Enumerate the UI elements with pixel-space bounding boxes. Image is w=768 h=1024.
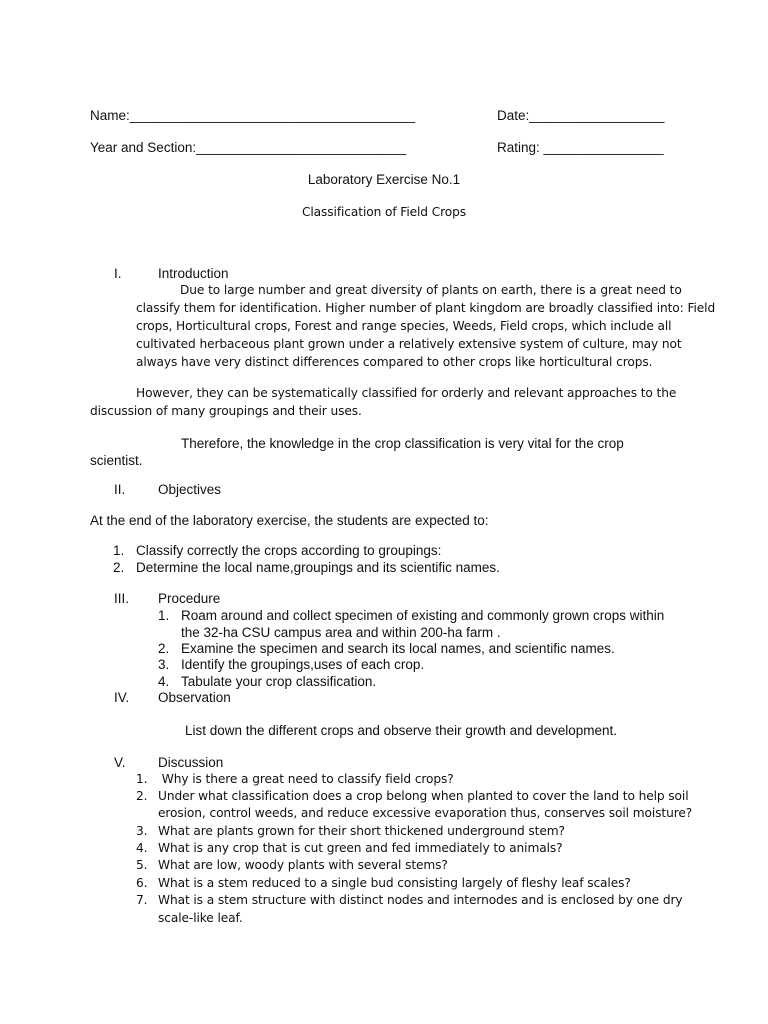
objectives-item-number: 2. — [113, 560, 125, 575]
discussion-numeral: V. — [114, 755, 126, 770]
discussion-item-number: 7. — [136, 893, 148, 907]
discussion-item-text: erosion, control weeds, and reduce excessive evaporation thus, conserves soil moisture? — [158, 806, 693, 820]
procedure-item-number: 4. — [158, 674, 170, 689]
discussion-item-number: 4. — [136, 841, 148, 855]
intro-heading: Introduction — [158, 266, 229, 281]
discussion-item-text: Why is there a great need to classify field crops? — [158, 772, 454, 786]
intro-p1-line: classify them for identification. Higher number of plant kingdom are broadly classified into: Field — [136, 301, 716, 315]
objectives-heading: Objectives — [158, 482, 222, 497]
procedure-item-text: Tabulate your crop classification. — [181, 674, 377, 689]
discussion-item-text: scale-like leaf. — [158, 911, 243, 925]
discussion-item-text: What are low, woody plants with several stems? — [158, 858, 448, 872]
discussion-item-number: 3. — [136, 824, 148, 838]
procedure-item-number: 1. — [158, 608, 170, 623]
name-field: Name:______________________________________ — [90, 108, 416, 123]
procedure-item-number: 3. — [158, 657, 170, 672]
procedure-item-text: Identify the groupings,uses of each crop. — [181, 657, 425, 672]
intro-p2-line: However, they can be systematically classified for orderly and relevant approaches to the — [136, 386, 677, 400]
discussion-item-text: What is a stem reduced to a single bud consisting largely of fleshy leaf scales? — [158, 876, 631, 890]
page-subtitle: Classification of Field Crops — [301, 205, 467, 219]
intro-p1-line: always have very distinct differences compared to other crops like horticultural crops. — [136, 355, 653, 369]
discussion-item-text: Under what classification does a crop belong when planted to cover the land to help soil — [158, 789, 689, 803]
objectives-lead: At the end of the laboratory exercise, the students are expected to: — [90, 513, 489, 528]
intro-p2-line: discussion of many groupings and their uses. — [90, 404, 362, 418]
objectives-numeral: II. — [114, 482, 126, 497]
discussion-item-number: 6. — [136, 876, 148, 890]
procedure-item-text: the 32-ha CSU campus area and within 200-ha farm . — [181, 625, 501, 640]
date-field: Date:__________________ — [497, 108, 665, 123]
observation-text: List down the different crops and observe their growth and development. — [185, 723, 618, 738]
intro-p1-line: Due to large number and great diversity of plants on earth, there is a great need to — [180, 283, 682, 297]
observation-heading: Observation — [158, 690, 231, 705]
intro-numeral: I. — [114, 266, 122, 281]
observation-numeral: IV. — [114, 690, 130, 705]
discussion-item-number: 2. — [136, 789, 148, 803]
intro-p1-line: crops, Horticultural crops, Forest and range species, Weeds, Field crops, which include all — [136, 319, 672, 333]
objectives-item-text: Determine the local name,groupings and its scientific names. — [136, 560, 500, 575]
procedure-heading: Procedure — [158, 591, 221, 606]
objectives-item-text: Classify correctly the crops according to groupings: — [136, 543, 442, 558]
discussion-item-number: 1. — [136, 772, 148, 786]
discussion-item-text: What are plants grown for their short thickened underground stem? — [158, 824, 565, 838]
procedure-item-text: Roam around and collect specimen of existing and commonly grown crops within — [181, 608, 665, 623]
discussion-item-text: What is any crop that is cut green and fed immediately to animals? — [158, 841, 563, 855]
procedure-numeral: III. — [114, 591, 130, 606]
intro-p3-line: scientist. — [90, 453, 143, 468]
year-section-field: Year and Section:____________________________ — [90, 140, 407, 155]
intro-p3-line: Therefore, the knowledge in the crop classification is very vital for the crop — [181, 436, 624, 451]
discussion-heading: Discussion — [158, 755, 224, 770]
procedure-item-number: 2. — [158, 641, 170, 656]
procedure-item-text: Examine the specimen and search its local names, and scientific names. — [181, 641, 615, 656]
discussion-item-text: What is a stem structure with distinct nodes and internodes and is enclosed by one dry — [158, 893, 683, 907]
rating-field: Rating: ________________ — [497, 140, 664, 155]
discussion-item-number: 5. — [136, 858, 148, 872]
intro-p1-line: cultivated herbaceous plant grown under a relatively extensive system of culture, may not — [136, 337, 682, 351]
objectives-item-number: 1. — [113, 543, 125, 558]
page-title: Laboratory Exercise No.1 — [307, 172, 461, 187]
